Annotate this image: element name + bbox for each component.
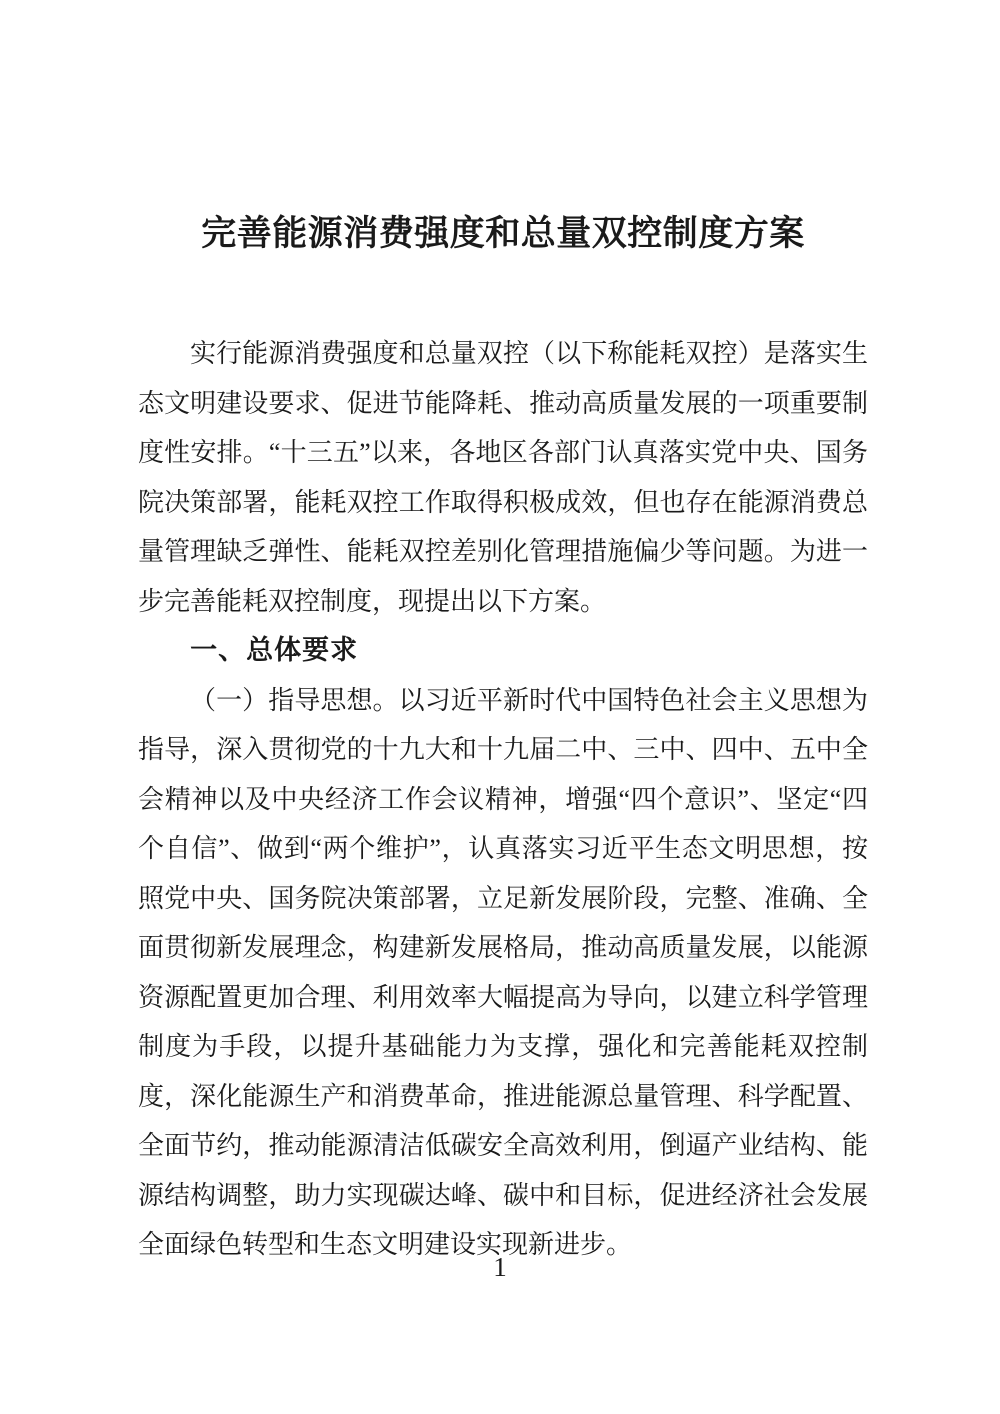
guiding-ideology-paragraph bbox=[138, 676, 868, 1270]
document-title: 完善能源消费强度和总量双控制度方案 bbox=[201, 214, 805, 253]
section-heading-overall-requirements: 一、总体要求 bbox=[190, 635, 359, 665]
page-number: 1 bbox=[493, 1252, 507, 1282]
intro-paragraph: 实行能源消费强度和总量双控（以下称能耗双控）是落实生态文明建设要求、促进节能降耗、推动高质量发展的一项重要制度性安排。“十三五”以来，各地区各部门认真落实党中央、国务院决策部署，能耗双控工作取得积极成效，但也存在能源消费总量管理缺乏弹性、能耗双控差别化管理措施偏少等问题。为进一步完善能耗双控制度，现提出以下方案。 bbox=[138, 339, 868, 616]
guiding-ideology-text: 以习近平新时代中国特色社会主义思想为指导，深入贯彻党的十九大和十九届二中、三中、四中、五中全会精神以及中央经济工作会议精神，增强“四个意识”、坚定“四个自信”、做到“两个维护”，认真落实习近平生态文明思想，按照党中央、国务院决策部署，立足新发展阶段，完整、准确、全面贯彻新发展理念，构建新发展格局，推动高质量发展，以能源资源配置更加合理、利用效率大幅提高为导向，以建立科学管理制度为手段，以提升基础能力为支撑，强化和完善能耗双控制度，深化能源生产和消费革命，推进能源总量管理、科学配置、全面节约，推动能源清洁低碳安全高效利用，倒逼产业结构、能源结构调整，助力实现碳达峰、碳中和目标，促进经济社会发展全面绿色转型和生态文明建设实现新进步。 bbox=[138, 685, 868, 1259]
document-content bbox=[138, 0, 868, 1270]
guiding-ideology-lead: （一）指导思想。 bbox=[190, 685, 399, 715]
